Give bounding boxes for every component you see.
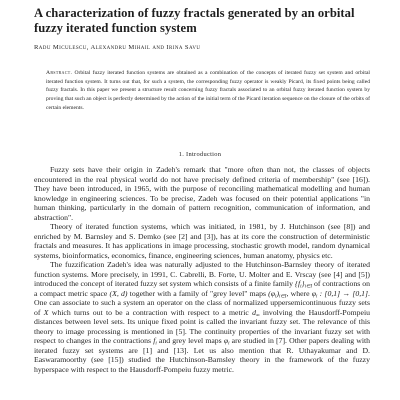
math-contraction-fi: $f_i$	[153, 336, 157, 347]
paragraph-text: The fuzzification Zadeh's idea was naturally adjusted to the Hutchinson-Barnsley theory of iterated function systems. More precisely, in 1991, C. Cabrelli, B. Forte, U. Molter and E. Vrscay (see [4] and [5]) introduced the concept of iterated fuzzy set system which consists of a finite family	[34, 260, 370, 288]
paragraph-text: which turns out to be a contraction with respect to a metric	[48, 307, 253, 317]
abstract-text: Orbital fuzzy iterated function systems are obtained as a combination of the concepts of iterated fuzzy set system and orbital iterated function system. It turns out that, for such a system, the corresponding fuzzy operator is weakly Picard, its fixed points being called fuzzy fractals. In this paper we present a structure result concerning fuzzy fractals associated to an orbital fuzzy iterated function system by proving that such an object is perfectly determined by the action of the initial term of the Picard iteration sequence on the closure of the orbits of certain elements.	[46, 70, 370, 111]
paragraph-text: of contractions on a compact metric space	[34, 279, 370, 298]
paper-title	[34, 6, 374, 36]
math-grey-map-phi: $\varphi_i$	[223, 336, 230, 347]
paper-body	[34, 165, 370, 374]
paper-title-line-2: fuzzy iterated function system	[34, 21, 197, 35]
paragraph-text: Fuzzy sets have their origin in Zadeh's remark that "more often than not, the classes of objects encountered in the real physical world do not have precisely defined criteria of membership" (see [16]). They have been introduced, in 1965, with the purpose of reconciling mathematical modelling and human knowledge in engineering sciences. To be precise, Zadeh was focused on their potential applications "in human thinking, particularly in the domain of pattern recognition, communication of information, and abstraction".	[34, 165, 370, 222]
math-grey-level-family: $(\varphi_i)_{i\in I}$	[268, 288, 287, 299]
paragraph-text: involving the Hausdorff-Pompeiu distances between level sets. Its unique fixed point is called the invariant fuzzy set. The relevance of this theory to image processing is mentioned in [5]. The continuity properties of the invariant fuzzy set with respect to changes in the contractions	[34, 307, 370, 345]
math-grey-level-map: $\varphi_i$ : [0,1] → [0,1]	[311, 288, 369, 299]
paper-title-line-1: A characterization of fuzzy fractals generated by an orbital	[34, 6, 355, 20]
abstract-label: Abstract.	[46, 70, 73, 76]
math-space-x: X	[43, 307, 49, 317]
section-heading: 1. Introduction	[178, 151, 222, 158]
abstract	[46, 69, 370, 113]
paragraph-1	[34, 165, 370, 222]
math-metric-space: (X, d)	[109, 288, 128, 298]
paper-authors: Radu Miculescu, Alexandru Mihail and Irina Savu	[34, 44, 201, 51]
paragraph-text: together with a family of "grey level" maps	[127, 288, 269, 298]
paragraph-text: . One can associate to such a system an operator on the class of normalized uppersemicontinuous fuzzy sets of	[34, 288, 370, 317]
paragraph-3	[34, 260, 370, 374]
math-metric-d-infinity: $d_\infty$	[252, 307, 260, 318]
paragraph-text: Theory of iterated function systems, which was initiated, in 1981, by J. Hutchinson (see [8]) and enriched by M. Barnsley and S. Demko (see [2] and [3]), has at its core the construction of deterministic fractals and measures. It has applications in image processing, stochastic growth model, random dynamical systems, bioinformatics, economics, finance, engineering sciences, human anatomy, physics etc.	[34, 222, 370, 260]
paragraph-text: are studied in [7]. Other papers dealing with iterated fuzzy set systems are [1] and [13]. Let us also mention that R. Uthayakumar and D. Easwaramoorthy (see [15]) studied the Hutchinson-Barnsley theory in the framework of the fuzzy hyperspace with respect to the Hausdorff-Pompeiu fuzzy metric.	[34, 336, 371, 374]
math-contraction-family: $\{f_i\}_{i\in I}$	[294, 279, 313, 290]
paragraph-text: , where	[286, 288, 312, 298]
paragraph-2	[34, 222, 370, 260]
paragraph-text: and grey level maps	[156, 336, 224, 345]
